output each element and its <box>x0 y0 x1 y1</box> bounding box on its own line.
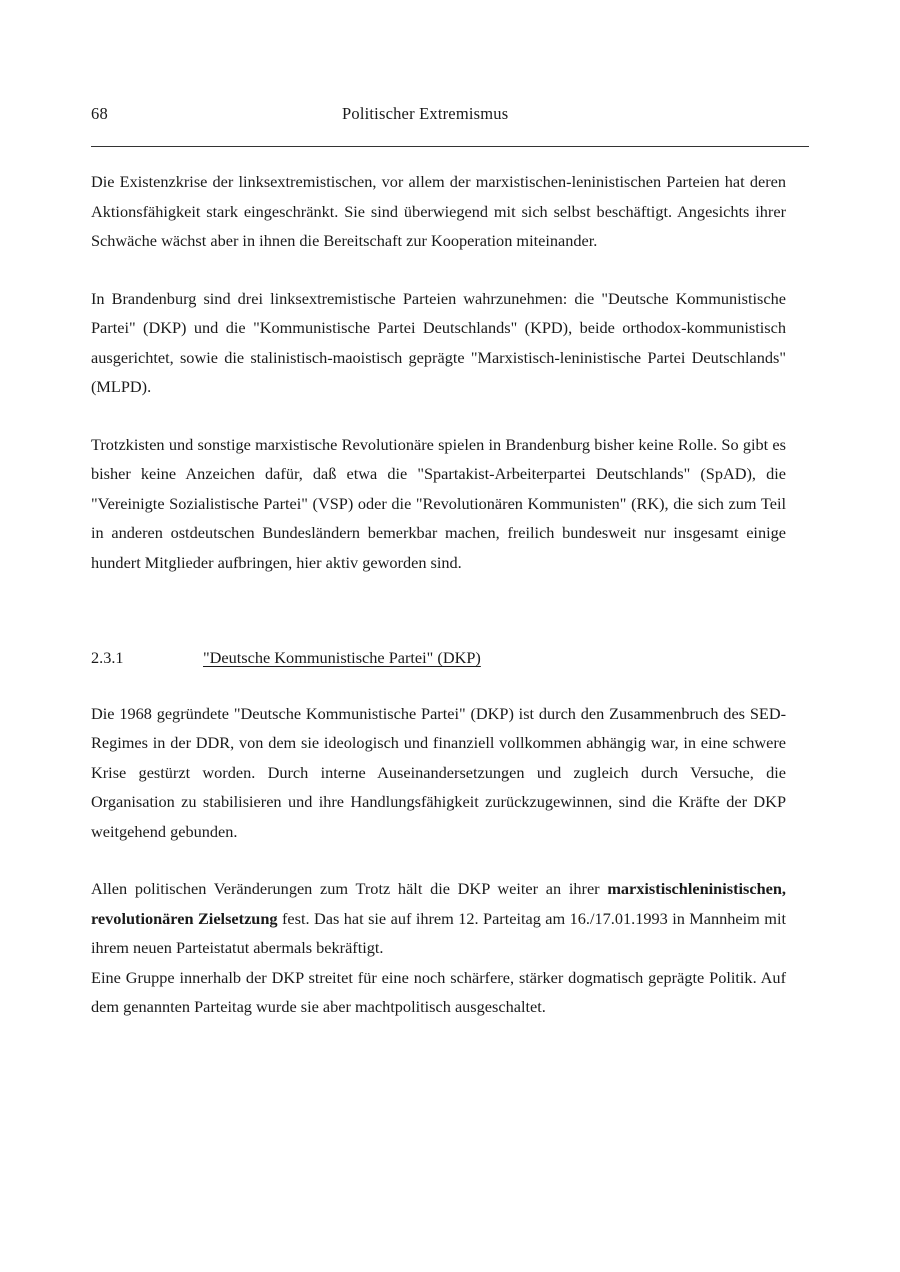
paragraph-brandenburg-parties: In Brandenburg sind drei linksextremistische Parteien wahrzunehmen: die "Deutsche Kommunistische Partei" (DKP) und die "Kommunistische Partei Deutschlands" (KPD), beide orthodox-kommunistisch ausgerichtet, sowie die stalinistisch-maoistisch geprägte "Marxistisch-leninistische Partei Deutschlands" (MLPD). <box>91 288 786 396</box>
page-header <box>91 104 809 130</box>
paragraph-dkp-faction: Eine Gruppe innerhalb der DKP streitet für eine noch schärfere, stärker dogmatisch geprägte Politik. Auf dem genannten Parteitag wurde sie aber machtpolitisch ausgeschaltet. <box>91 967 786 1016</box>
running-title: Politischer Extremismus <box>342 104 509 123</box>
paragraph-crisis: Die Existenzkrise der linksextremistischen, vor allem der marxistischen-leninistischen Parteien hat deren Aktionsfähigkeit stark eingeschränkt. Sie sind überwiegend mit sich selbst beschäftigt. Angesichts ihrer Schwäche wächst aber in ihnen die Bereitschaft zur Kooperation miteinander. <box>91 172 786 250</box>
section-title: "Deutsche Kommunistische Partei" (DKP) <box>203 648 481 667</box>
page-body <box>91 167 786 1050</box>
goals-text-after: fest. Das hat sie auf ihrem 12. Parteitag am 16./17.01.1993 in Mannheim mit ihrem neuen Parteistatut abermals bekräftigt. <box>91 908 786 957</box>
paragraph-dkp-history: Die 1968 gegründete "Deutsche Kommunistische Partei" (DKP) ist durch den Zusammenbruch des SED-Regimes in der DDR, von dem sie ideologisch und finanziell vollkommen abhängig war, in eine schwere Krise gestürzt worden. Durch interne Auseinandersetzungen und zugleich durch Versuche, die Organisation zu stabilisieren und ihre Handlungsfähigkeit zurückzugewinnen, sind die Kräfte der DKP weitgehend gebunden. <box>91 703 786 841</box>
header-rule <box>91 146 809 147</box>
section-heading <box>91 643 786 673</box>
section-number: 2.3.1 <box>91 648 124 667</box>
paragraph-trotzkists: Trotzkisten und sonstige marxistische Revolutionäre spielen in Brandenburg bisher keine Rolle. So gibt es bisher keine Anzeichen dafür, daß etwa die "Spartakist-Arbeiterpartei Deutschlands" (SpAD), die "Vereinigte Sozialistische Partei" (VSP) oder die "Revolutionären Kommunisten" (RK), die sich zum Teil in anderen ostdeutschen Bundesländern bemerkbar machen, freilich bundesweit nur insgesamt einige hundert Mitglieder aufbringen, hier aktiv geworden sind. <box>91 434 786 572</box>
goals-text-bold: marxistischleninistischen, revolutionären Zielsetzung <box>91 879 786 928</box>
page-number: 68 <box>91 104 108 123</box>
paragraph-dkp-goals <box>91 874 786 963</box>
goals-text-before: Allen politischen Veränderungen zum Trotz hält die DKP weiter an ihrer <box>91 879 608 898</box>
